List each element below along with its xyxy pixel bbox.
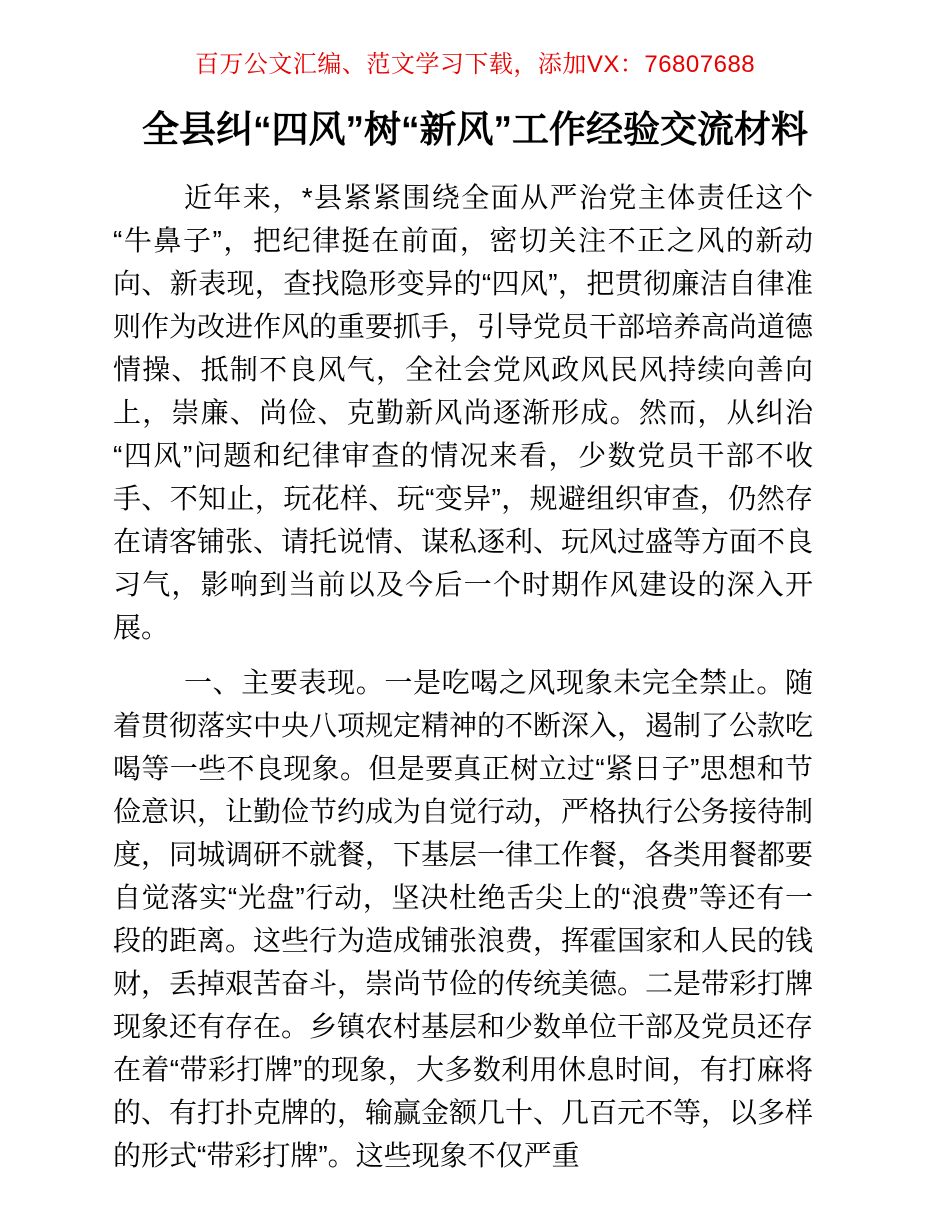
paragraph-intro: 近年来，*县紧紧围绕全面从严治党主体责任这个“牛鼻子”，把纪律挺在前面，密切关注不正之风的新动向、新表现，查找隐形变异的“四风”，把贯彻廉洁自律准则作为改进作风的重要抓手，引导党员干部培养高尚道德情操、抵制不良风气，全社会党风政风民风持续向善向上，崇廉、尚俭、克勤新风尚逐渐形成。然而，从纠治“四风”问题和纪律审查的情况来看，少数党员干部不收手、不知止，玩花样、玩“变异”，规避组织审查，仍然存在请客铺张、请托说情、谋私逐利、玩风过盛等方面不良习气，影响到当前以及今后一个时期作风建设的深入开展。 (113, 182, 814, 643)
document-body (113, 176, 813, 1177)
paragraph-main-manifestations: 一、主要表现。一是吃喝之风现象未完全禁止。随着贯彻落实中央八项规定精神的不断深入，遏制了公款吃喝等一些不良现象。但是要真正树立过“紧日子”思想和节俭意识，让勤俭节约成为自觉行动，严格执行公务接待制度，同城调研不就餐，下基层一律工作餐，各类用餐都要自觉落实“光盘”行动，坚决杜绝舌尖上的“浪费”等还有一段的距离。这些行为造成铺张浪费，挥霍国家和人民的钱财，丢掉艰苦奋斗，崇尚节俭的传统美德。二是带彩打牌现象还有存在。乡镇农村基层和少数单位干部及党员还存在着“带彩打牌”的现象，大多数利用休息时间，有打麻将的、有打扑克牌的，输赢金额几十、几百元不等，以多样的形式“带彩打牌”。这些现象不仅严重 (113, 667, 814, 1171)
page-title: 全县纠“四风”树“新风”工作经验交流材料 (142, 109, 808, 150)
header-notice: 百万公文汇编、范文学习下载，添加VX：76807688 (194, 51, 756, 78)
